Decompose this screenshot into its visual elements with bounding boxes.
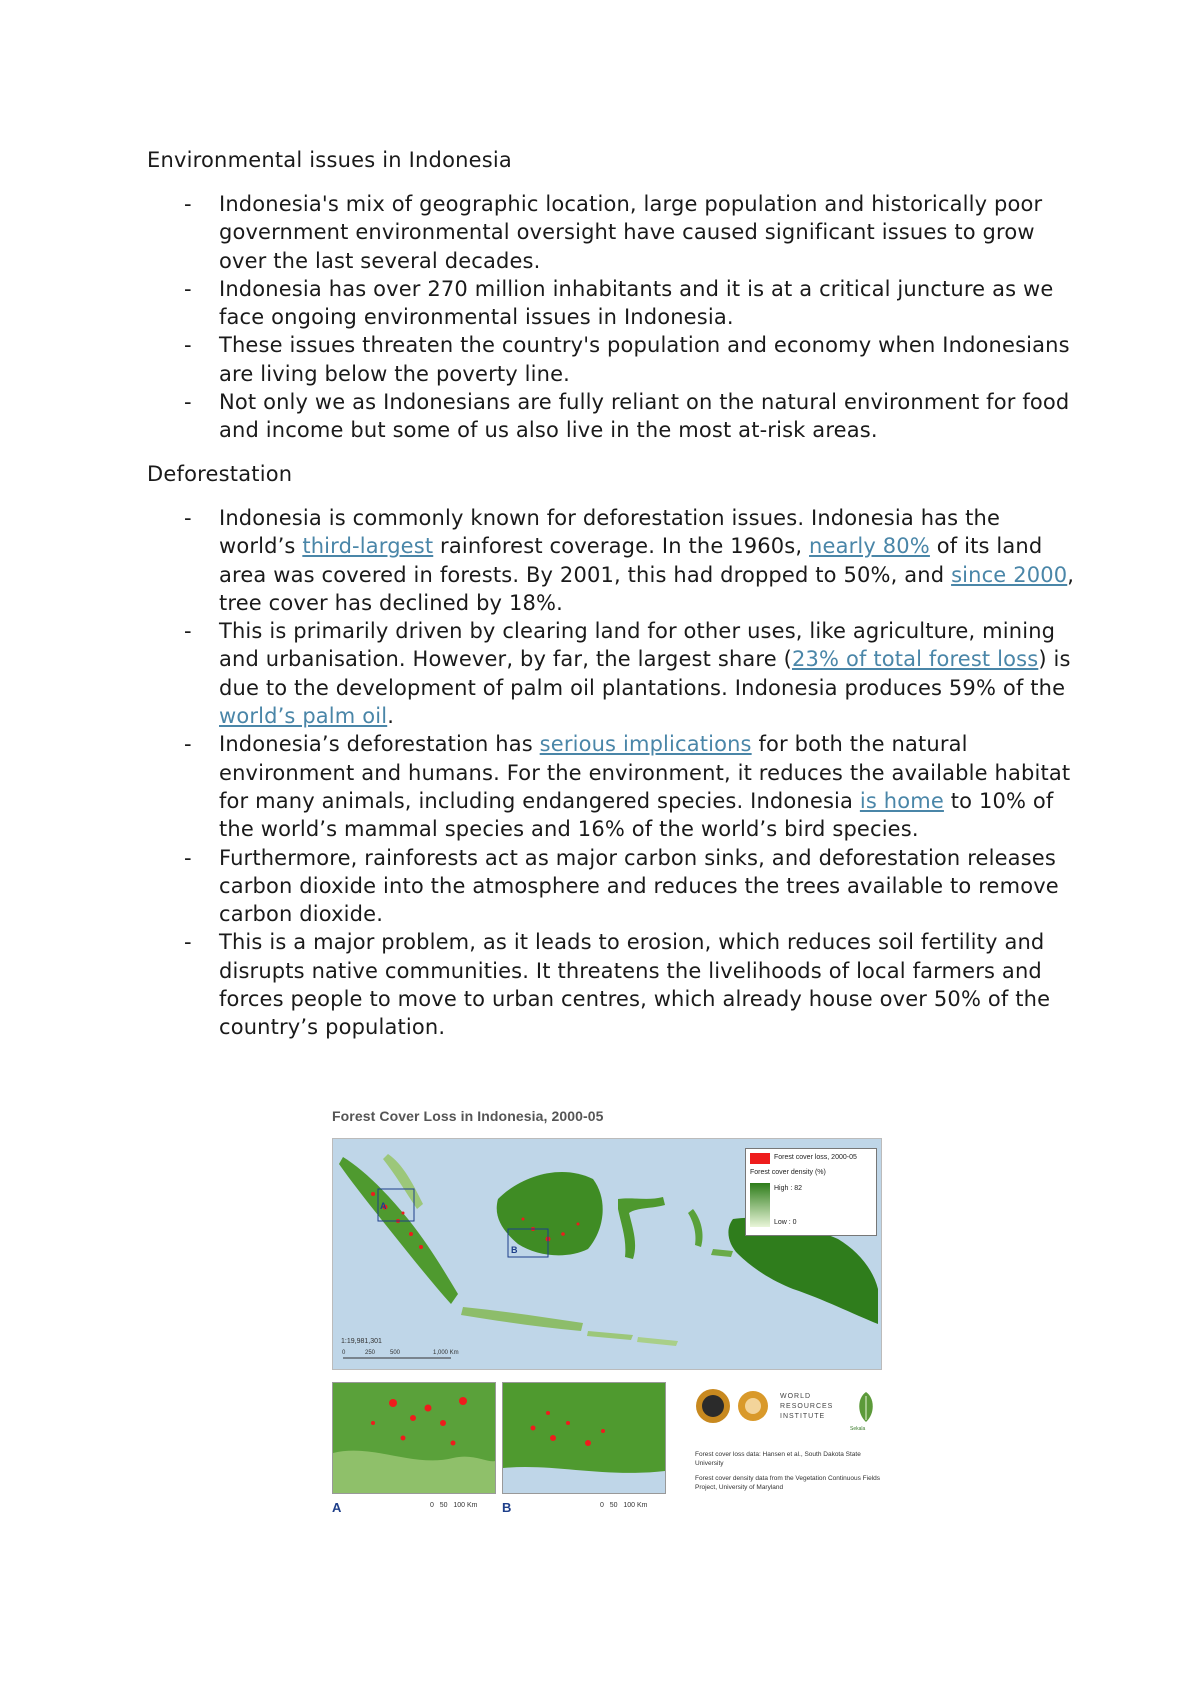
- list-item: - Indonesia's mix of geographic location, large population and historically poor government environmental oversight have caused significant issues to grow over the last several decades.: [147, 190, 1077, 275]
- text-run: ) is due to the development of palm oil plantations. Indonesia produces 59% of the: [219, 647, 1071, 700]
- inset-map-a: [332, 1382, 496, 1494]
- wri-logo-text: [780, 1392, 833, 1422]
- scale-tick: 100 Km: [453, 1502, 478, 1509]
- density-gradient: [750, 1183, 770, 1227]
- inset-a-scale: [430, 1502, 478, 1509]
- list-item: - Not only we as Indonesians are fully reliant on the natural environment for food and income but some of us also live in the most at-risk areas.: [147, 388, 1077, 445]
- forest-cover-loss-figure: [330, 1108, 890, 1513]
- map-marker-a: A: [380, 1201, 387, 1211]
- wri-line: WORLD: [780, 1393, 812, 1400]
- text-run: to 10% of the world’s mammal species and 16% of the world’s bird species.: [219, 788, 1054, 842]
- scale-ratio: 1:19,981,301: [341, 1338, 382, 1345]
- scale-tick: 250: [365, 1350, 376, 1356]
- link-since-2000[interactable]: since 2000: [951, 562, 1068, 587]
- scale-tick: 1,000 Km: [433, 1350, 459, 1356]
- link-serious-implications[interactable]: serious implications: [539, 732, 752, 757]
- forest-loss-swatch: [750, 1153, 770, 1164]
- list-item: - Indonesia has over 270 million inhabitants and it is at a critical juncture as we face ongoing environmental issues in Indonesia.: [147, 275, 1077, 332]
- deforestation-list: [147, 504, 1077, 1042]
- scale-tick: 0: [430, 1502, 434, 1509]
- scale-tick: 50: [439, 1502, 448, 1509]
- link-forest-loss-share[interactable]: 23% of total forest loss: [792, 647, 1039, 672]
- inset-b-label: B: [502, 1500, 512, 1515]
- inset-map-b: [502, 1382, 666, 1494]
- legend-loss-label: Forest cover loss, 2000-05: [774, 1154, 857, 1161]
- figure-title: Forest Cover Loss in Indonesia, 2000-05: [332, 1108, 604, 1124]
- list-item: - This is a major problem, as it leads to erosion, which reduces soil fertility and disrupts native communities. It threatens the livelihoods of local farmers and forces people to move to urban centres, which already house over 50% of the country’s population.: [147, 928, 1077, 1041]
- legend-density-label: Forest cover density (%): [750, 1169, 826, 1176]
- text-run: Indonesia’s deforestation has: [219, 732, 540, 757]
- inset-a-label: A: [332, 1500, 342, 1515]
- partner-name: Sekala: [850, 1426, 866, 1432]
- list-item: [147, 730, 1077, 843]
- text-run: for both the natural environment and humans. For the environment, it reduces the available habitat for many animals, including endangered species. Indonesia: [219, 732, 1071, 813]
- inset-b-scale: [600, 1502, 648, 1509]
- list-item: - These issues threaten the country's population and economy when Indonesians are living below the poverty line.: [147, 331, 1077, 388]
- wri-line: RESOURCES: [780, 1403, 834, 1410]
- scale-tick: 100 Km: [623, 1502, 648, 1509]
- text-run: .: [387, 704, 395, 729]
- legend-low-label: Low : 0: [774, 1219, 797, 1226]
- list-item: [147, 504, 1077, 617]
- text-run: rainforest coverage. In the 1960s,: [433, 534, 810, 559]
- link-is-home[interactable]: is home: [859, 788, 944, 813]
- scale-tick: 50: [609, 1502, 618, 1509]
- scale-tick: 0: [600, 1502, 604, 1509]
- text-run: Indonesia is commonly known for deforestation issues. Indonesia has the world’s: [219, 506, 1001, 559]
- link-third-largest[interactable]: third-largest: [302, 534, 434, 559]
- credit-forest-loss: Forest cover loss data: Hansen et al., South Dakota State University: [695, 1451, 861, 1467]
- map-marker-b: B: [511, 1245, 518, 1255]
- figure-credits: [695, 1382, 885, 1512]
- partner-logos: [695, 1386, 775, 1426]
- environmental-issues-list: [147, 190, 1077, 445]
- scale-tick: 500: [390, 1350, 401, 1356]
- link-worlds-palm-oil[interactable]: world’s palm oil: [219, 704, 388, 729]
- text-run: , tree cover has declined by 18%.: [219, 562, 1075, 615]
- map-legend: [745, 1148, 877, 1236]
- text-run: This is primarily driven by clearing land for other uses, like agriculture, mining and urbanisation. However, by far, the largest share (: [219, 619, 1056, 672]
- credit-forest-density: Forest cover density data from the Vegetation Continuous Fields Project, University of Maryland: [695, 1475, 880, 1491]
- section-heading-deforestation: Deforestation: [147, 462, 293, 486]
- wri-line: INSTITUTE: [780, 1413, 826, 1420]
- list-item: [147, 617, 1077, 730]
- scale-tick: 0: [342, 1350, 346, 1356]
- legend-high-label: High : 82: [774, 1185, 803, 1192]
- list-item: - Furthermore, rainforests act as major carbon sinks, and deforestation releases carbon dioxide into the atmosphere and reduces the trees available to remove carbon dioxide.: [147, 844, 1077, 929]
- leaf-icon: [855, 1390, 877, 1424]
- section-heading-environmental-issues: Environmental issues in Indonesia: [147, 148, 513, 172]
- link-nearly-80[interactable]: nearly 80%: [809, 534, 930, 559]
- text-run: of its land area was covered in forests. By 2001, this had dropped to 50%, and: [219, 534, 1043, 587]
